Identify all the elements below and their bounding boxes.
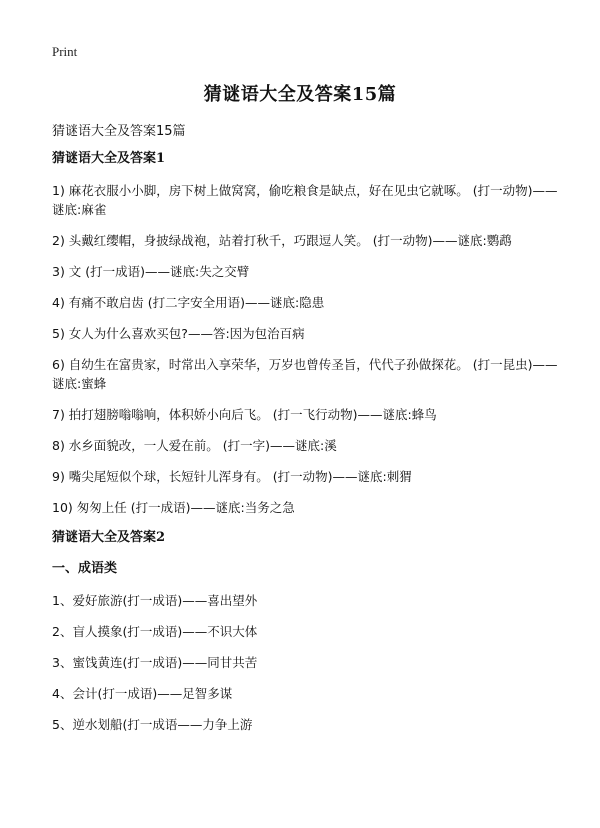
document-body	[52, 150, 560, 746]
riddle-item: 4、会计(打一成语)——足智多谋	[52, 686, 233, 701]
riddle-item: 9) 嘴尖尾短似个球，长短针儿浑身有。 (打一动物)——谜底:刺猬	[52, 469, 412, 484]
riddle-item: 10) 匆匆上任 (打一成语)——谜底:当务之急	[52, 500, 295, 515]
riddle-item: 3) 文 (打一成语)——谜底:失之交臂	[52, 264, 250, 279]
riddle-item: 7) 拍打翅膀嗡嗡响，体积娇小向后飞。 (打一飞行动物)——谜底:蜂鸟	[52, 407, 437, 422]
category-heading: 一、成语类	[52, 561, 118, 576]
document-title: 猜谜语大全及答案15篇	[203, 84, 397, 105]
riddle-item: 1) 麻花衣服小小脚，房下树上做窝窝，偷吃粮食是缺点，好在见虫它就啄。 (打一动物)——谜底:麻雀	[52, 183, 558, 217]
riddle-item: 5、逆水划船(打一成语——力争上游	[52, 717, 253, 732]
document-subtitle: 猜谜语大全及答案15篇	[52, 124, 186, 139]
riddle-item: 3、蜜饯黄连(打一成语)——同甘共苦	[52, 655, 258, 670]
riddle-item: 2) 头戴红缨帽，身披绿战袍，站着打秋千，巧跟逗人笑。 (打一动物)——谜底:鹦鹉	[52, 233, 512, 248]
riddle-item: 6) 自幼生在富贵家，时常出入享荣华，万岁也曾传圣旨，代代子孙做探花。 (打一昆虫)——谜底:蜜蜂	[52, 357, 558, 391]
riddle-item: 4) 有痛不敢启齿 (打二字安全用语)——谜底:隐患	[52, 295, 325, 310]
print-label: Print	[52, 44, 78, 59]
section-heading-2: 猜谜语大全及答案2	[52, 530, 166, 545]
riddle-item: 8) 水乡面貌改，一人爱在前。 (打一字)——谜底:溪	[52, 438, 337, 453]
riddle-item: 2、盲人摸象(打一成语)——不识大体	[52, 624, 258, 639]
section-heading-1: 猜谜语大全及答案1	[52, 151, 166, 166]
riddle-item: 5) 女人为什么喜欢买包?——答:因为包治百病	[52, 326, 305, 341]
riddle-item: 1、爱好旅游(打一成语)——喜出望外	[52, 593, 258, 608]
